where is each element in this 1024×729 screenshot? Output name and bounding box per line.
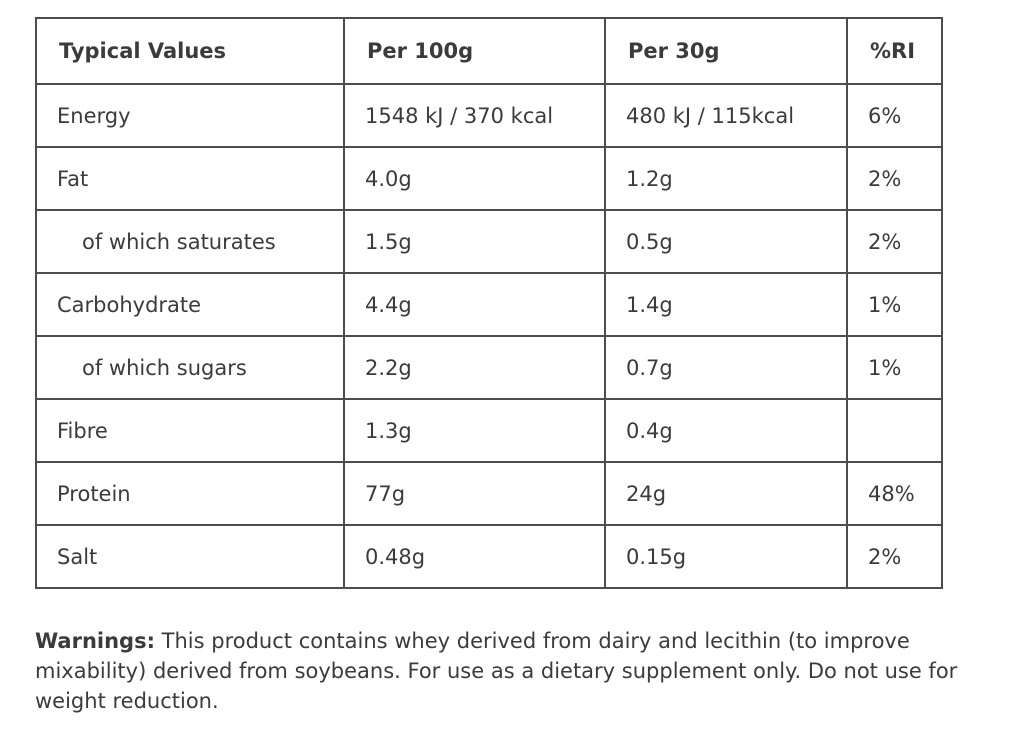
cell-per100g: 4.0g: [344, 147, 605, 210]
cell-ri: 2%: [847, 210, 942, 273]
cell-label: of which saturates: [36, 210, 344, 273]
cell-label: of which sugars: [36, 336, 344, 399]
cell-per30g: 0.15g: [605, 525, 847, 588]
table-row-energy: [36, 84, 942, 147]
cell-label: Salt: [36, 525, 344, 588]
cell-ri: 2%: [847, 147, 942, 210]
cell-per30g: 24g: [605, 462, 847, 525]
cell-per30g: 1.4g: [605, 273, 847, 336]
column-header-typical-values: Typical Values: [36, 18, 344, 84]
nutrition-table: [35, 17, 943, 589]
table-row-fat: [36, 147, 942, 210]
warnings-paragraph: [35, 626, 993, 716]
nutrition-table-header: [36, 18, 942, 84]
cell-ri: 48%: [847, 462, 942, 525]
cell-per100g: 2.2g: [344, 336, 605, 399]
cell-per30g: 480 kJ / 115kcal: [605, 84, 847, 147]
column-header-per-100g: Per 100g: [344, 18, 605, 84]
cell-per100g: 1.5g: [344, 210, 605, 273]
header-row: [36, 18, 942, 84]
cell-per30g: 0.4g: [605, 399, 847, 462]
cell-ri: 1%: [847, 336, 942, 399]
cell-label: Fat: [36, 147, 344, 210]
nutrition-table-body: [36, 84, 942, 588]
cell-per30g: 1.2g: [605, 147, 847, 210]
warnings-text: This product contains whey derived from dairy and lecithin (to improve mixability) derived from soybeans. For use as a dietary supplement only. Do not use for weight reduction.: [35, 629, 958, 713]
column-header-percent-ri: %RI: [847, 18, 942, 84]
table-row-protein: [36, 462, 942, 525]
cell-per100g: 1548 kJ / 370 kcal: [344, 84, 605, 147]
cell-ri: 6%: [847, 84, 942, 147]
column-header-per-30g: Per 30g: [605, 18, 847, 84]
cell-label: Energy: [36, 84, 344, 147]
table-row-carbohydrate: [36, 273, 942, 336]
cell-ri: [847, 399, 942, 462]
cell-per100g: 4.4g: [344, 273, 605, 336]
warnings-label: Warnings:: [35, 629, 155, 653]
cell-per100g: 77g: [344, 462, 605, 525]
cell-label: Protein: [36, 462, 344, 525]
cell-label: Carbohydrate: [36, 273, 344, 336]
cell-label: Fibre: [36, 399, 344, 462]
cell-per100g: 1.3g: [344, 399, 605, 462]
cell-per100g: 0.48g: [344, 525, 605, 588]
cell-per30g: 0.5g: [605, 210, 847, 273]
table-row-fibre: [36, 399, 942, 462]
table-row-saturates: [36, 210, 942, 273]
table-row-salt: [36, 525, 942, 588]
cell-ri: 1%: [847, 273, 942, 336]
cell-ri: 2%: [847, 525, 942, 588]
table-row-sugars: [36, 336, 942, 399]
cell-per30g: 0.7g: [605, 336, 847, 399]
